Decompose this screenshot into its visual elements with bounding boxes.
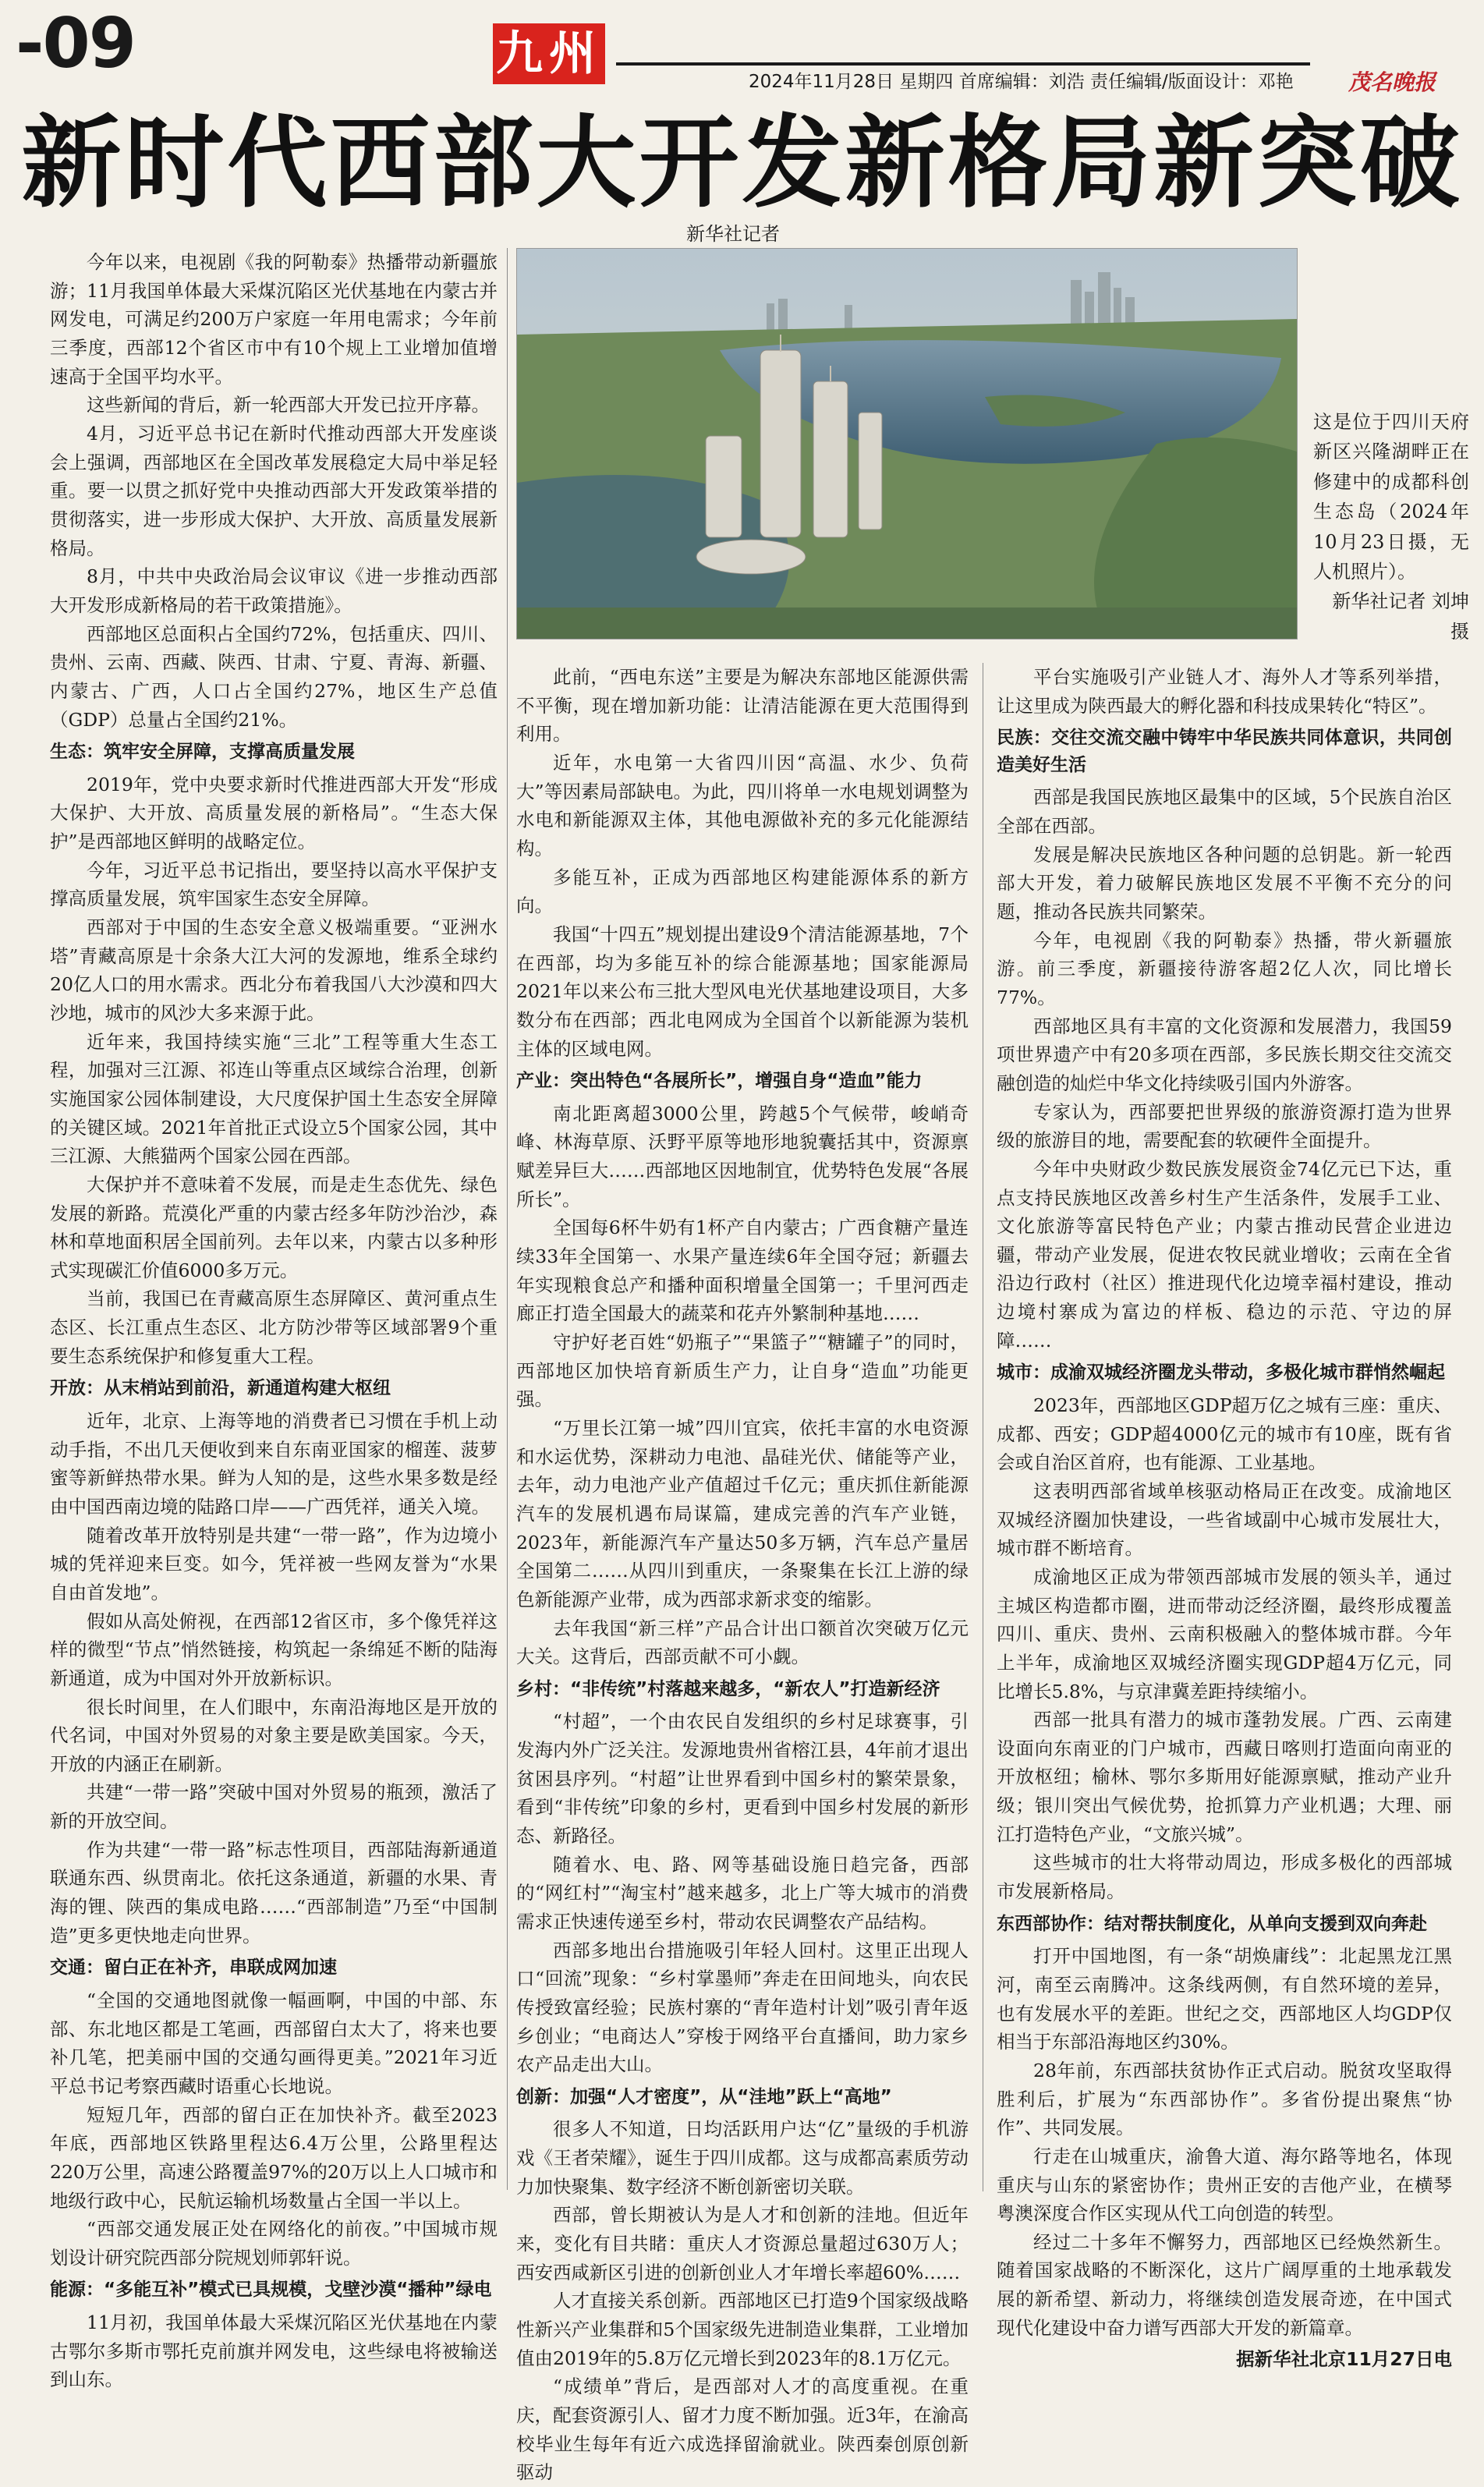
article-column-2 [516, 663, 969, 2484]
subheading: 乡村：“非传统”村落越来越多，“新农人”打造新经济 [516, 1678, 940, 1699]
paragraph: 近年来，我国持续实施“三北”工程等重大生态工程，加强对三江源、祁连山等重点区域综合治理，创新实施国家公园体制建设，大尺度保护国土生态安全屏障的关键区域。2021年首批正式设立5个国家公园，其中三江源、大熊猫两个国家公园在西部。 [50, 1030, 498, 1167]
subheading: 城市：成渝双城经济圈龙头带动，多极化城市群悄然崛起 [997, 1362, 1445, 1383]
paragraph: “村超”，一个由农民自发组织的乡村足球赛事，引发海内外广泛关注。发源地贵州省榕江县，4年前才退出贫困县序列。“村超”让世界看到中国乡村的繁荣景象，看到“非传统”印象的乡村，更看到中国乡村发展的新形态、新路径。 [516, 1710, 969, 1847]
paragraph: 西部，曾长期被认为是人才和创新的洼地。但近年来，变化有目共睹：重庆人才资源总量超过630万人；西安西咸新区引进的创新创业人才年增长率超60%…… [516, 2204, 969, 2283]
article-column-3 [997, 663, 1452, 2371]
paragraph: 近年，北京、上海等地的消费者已习惯在手机上动动手指，不出几天便收到来自东南亚国家的榴莲、菠萝蜜等新鲜热带水果。鲜为人知的是，这些水果多数是经由中国西南边境的陆路口岸——广西凭祥，通关入境。 [50, 1409, 498, 1518]
paragraph: 28年前，东西部扶贫协作正式启动。脱贫攻坚取得胜利后，扩展为“东西部协作”。多省份提出聚焦“协作”、共同发展。 [997, 2059, 1452, 2139]
paragraph: 随着改革开放特别是共建“一带一路”，作为边境小城的凭祥迎来巨变。如今，凭祥被一些网友誉为“水果自由首发地”。 [50, 1524, 498, 1603]
column-divider [507, 248, 508, 2190]
paragraph: 西部多地出台措施吸引年轻人回村。这里正出现人口“回流”现象：“乡村掌墨师”奔走在田间地头，向农民传授致富经验；民族村寨的“青年造村计划”吸引青年返乡创业；“电商达人”穿梭于网络平台直播间，助力家乡农产品走出大山。 [516, 1939, 969, 2076]
paragraph: “成绩单”背后，是西部对人才的高度重视。在重庆，配套资源引人、留才力度不断加强。近3年，在渝高校毕业生每年有近六成选择留渝就业。陕西秦创原创新驱动 [516, 2375, 969, 2484]
paragraph: 西部对于中国的生态安全意义极端重要。“亚洲水塔”青藏高原是十余条大江大河的发源地，维系全球约20亿人口的用水需求。西北分布着我国八大沙漠和四大沙地，城市的风沙大多来源于此。 [50, 916, 498, 1024]
paragraph: 短短几年，西部的留白正在加快补齐。截至2023年底，西部地区铁路里程达6.4万公里，公路里程达220万公里，高速公路覆盖97%的20万以上人口城市和地级行政中心，民航运输机场数量占全国一半以上。 [50, 2103, 498, 2212]
subheading: 生态：筑牢安全屏障，支撑高质量发展 [50, 742, 355, 763]
paragraph: 8月，中共中央政治局会议审议《进一步推动西部大开发形成新格局的若干政策措施》。 [50, 565, 498, 616]
paragraph: 平台实施吸引产业链人才、海外人才等系列举措，让这里成为陕西最大的孵化器和科技成果转化“特区”。 [997, 666, 1452, 717]
paragraph: 行走在山城重庆，渝鲁大道、海尔路等地名，体现重庆与山东的紧密协作；贵州正安的吉他产业，在横琴粤澳深度合作区实现从代工向创造的转型。 [997, 2145, 1452, 2225]
paragraph: 今年，电视剧《我的阿勒泰》热播，带火新疆旅游。前三季度，新疆接待游客超2亿人次，同比增长77%。 [997, 929, 1452, 1008]
paragraph: 人才直接关系创新。西部地区已打造9个国家级战略性新兴产业集群和5个国家级先进制造业集群，工业增加值由2019年的5.8万亿元增长到2023年的8.1万亿元。 [516, 2290, 969, 2369]
paragraph: 今年以来，电视剧《我的阿勒泰》热播带动新疆旅游；11月我国单体最大采煤沉陷区光伏基地在内蒙古并网发电，可满足约200万户家庭一年用电需求；今年前三季度，西部12个省区市中有10个规上工业增加值增速高于全国平均水平。 [50, 251, 498, 388]
paragraph: 共建“一带一路”突破中国对外贸易的瓶颈，激活了新的开放空间。 [50, 1781, 498, 1833]
paragraph: 当前，我国已在青藏高原生态屏障区、黄河重点生态区、长江重点生态区、北方防沙带等区域部署9个重要生态系统保护和修复重大工程。 [50, 1288, 498, 1367]
paragraph: 假如从高处俯视，在西部12省区市，多个像凭祥这样的微型“节点”悄然链接，构筑起一条绵延不断的陆海新通道，成为中国对外开放新标识。 [50, 1610, 498, 1689]
photo-caption [1313, 407, 1469, 647]
caption-text: 这是位于四川天府新区兴隆湖畔正在修建中的成都科创生态岛（2024年10月23日摄，无人机照片）。 [1313, 411, 1469, 583]
headline: 新时代西部大开发新格局新突破 [21, 105, 1463, 221]
paragraph: 大保护并不意味着不发展，而是走生态优先、绿色发展的新路。荒漠化严重的内蒙古经多年防沙治沙，森林和草地面积居全国前列。去年以来，内蒙古以多种形式实现碳汇价值6000多万元。 [50, 1173, 498, 1281]
paragraph: 西部地区总面积占全国约72%，包括重庆、四川、贵州、云南、西藏、陕西、甘肃、宁夏、青海、新疆、内蒙古、广西，人口占全国约27%，地区生产总值（GDP）总量占全国约21%。 [50, 622, 498, 731]
paragraph: 打开中国地图，有一条“胡焕庸线”：北起黑龙江黑河，南至云南腾冲。这条线两侧，有自然环境的差异，也有发展水平的差距。世纪之交，西部地区人均GDP仅相当于东部沿海地区约30%。 [997, 1945, 1452, 2053]
news-photo [516, 248, 1298, 639]
dateline-sign: 据新华社北京11月27日电 [1236, 2348, 1452, 2371]
paragraph: 很多人不知道，日均活跃用户达“亿”量级的手机游戏《王者荣耀》，诞生于四川成都。这与成都高素质劳动力加快聚集、数字经济不断创新密切关联。 [516, 2118, 969, 2198]
date-line: 2024年11月28日 星期四 首席编辑：刘浩 责任编辑/版面设计：邓艳 [749, 72, 1294, 92]
paragraph: 近年，水电第一大省四川因“高温、水少、负荷大”等因素局部缺电。为此，四川将单一水电规划调整为水电和新能源双主体，其他电源做补充的多元化能源结构。 [516, 751, 969, 859]
paragraph: 2019年，党中央要求新时代推进西部大开发“形成大保护、大开放、高质量发展的新格局”。“生态大保护”是西部地区鲜明的战略定位。 [50, 773, 498, 852]
aerial-city-lake-image [517, 249, 1297, 639]
paragraph: 4月，习近平总书记在新时代推动西部大开发座谈会上强调，西部地区在全国改革发展稳定大局中举足轻重。要一以贯之抓好党中央推动西部大开发政策举措的贯彻落实，进一步形成大保护、大开放、高质量发展新格局。 [50, 422, 498, 559]
paragraph: 这些新闻的背后，新一轮西部大开发已拉开序幕。 [87, 394, 490, 416]
paragraph: 很长时间里，在人们眼中，东南沿海地区是开放的代名词，中国对外贸易的对象主要是欧美国家。今天，开放的内涵正在刷新。 [50, 1695, 498, 1775]
paragraph: 今年，习近平总书记指出，要坚持以高水平保护支撑高质量发展，筑牢国家生态安全屏障。 [50, 859, 498, 910]
subheading: 创新：加强“人才密度”，从“洼地”跃上“高地” [516, 2086, 892, 2107]
paragraph: 11月初，我国单体最大采煤沉陷区光伏基地在内蒙古鄂尔多斯市鄂托克前旗并网发电，这些绿电将被输送到山东。 [50, 2311, 498, 2391]
paragraph: 这些城市的壮大将带动周边，形成多极化的西部城市发展新格局。 [997, 1851, 1452, 1903]
paragraph: 我国“十四五”规划提出建设9个清洁能源基地，7个在西部，均为多能互补的综合能源基地；国家能源局2021年以来公布三批大型风电光伏基地建设项目，大多数分布在西部；西北电网成为全国首个以新能源为装机主体的区域电网。 [516, 923, 969, 1060]
subheading: 开放：从末梢站到前沿，新通道构建大枢纽 [50, 1378, 391, 1399]
paragraph: 守护好老百姓“奶瓶子”“果篮子”“糖罐子”的同时，西部地区加快培育新质生产力，让自身“造血”功能更强。 [516, 1330, 969, 1411]
paragraph: 专家认为，西部要把世界级的旅游资源打造为世界级的旅游目的地，需要配套的软硬件全面提升。 [997, 1100, 1452, 1152]
paragraph: 西部是我国民族地区最集中的区域，5个民族自治区全部在西部。 [997, 786, 1452, 837]
subheading: 东西部协作：结对帮扶制度化，从单向支援到双向奔赴 [997, 1913, 1427, 1934]
paragraph: 去年我国“新三样”产品合计出口额首次突破万亿元大关。这背后，西部贡献不可小觑。 [516, 1617, 969, 1668]
subheading: 交通：留白正在补齐，串联成网加速 [50, 1957, 337, 1979]
paragraph: 成渝地区正成为带领西部城市发展的领头羊，通过主城区构造都市圈，进而带动泛经济圈，最终形成覆盖四川、重庆、贵州、云南积极融入的整体城市群。今年上半年，成渝地区双城经济圈实现GDP超4万亿元，同比增长5.8%，与京津冀差距持续缩小。 [997, 1565, 1452, 1702]
page-number: -09 [16, 3, 135, 83]
article-column-1 [50, 248, 498, 2391]
paragraph: 全国每6杯牛奶有1杯产自内蒙古；广西食糖产量连续33年全国第一、水果产量连续6年全国夺冠；新疆去年实现粮食总产和播种面积增量全国第一；千里河西走廊正打造全国最大的蔬菜和花卉外繁制种基地…… [516, 1217, 969, 1325]
byline: 新华社记者 [686, 223, 780, 245]
paragraph: “全国的交通地图就像一幅画啊，中国的中部、东部、东北地区都是工笔画，西部留白太大了，将来也要补几笔，把美丽中国的交通勾画得更美。”2021年习近平总书记考察西藏时语重心长地说。 [50, 1989, 498, 2097]
paragraph: 今年中央财政少数民族发展资金74亿元已下达，重点支持民族地区改善乡村生产生活条件，发展手工业、文化旅游等富民特色产业；内蒙古推动民营企业进边疆，带动产业发展，促进农牧民就业增收；云南在全省沿边行政村（社区）推进现代化边境幸福村建设，推动边境村寨成为富边的样板、稳边的示范、守边的屏障…… [997, 1157, 1452, 1352]
newspaper-logo: 茂名晚报 [1348, 69, 1436, 95]
paragraph: 南北距离超3000公里，跨越5个气候带，峻峭奇峰、林海草原、沃野平原等地形地貌囊括其中，资源禀赋差异巨大……西部地区因地制宜，优势特色发展“各展所长”。 [516, 1102, 969, 1210]
paragraph: 此前，“西电东送”主要是为解决东部地区能源供需不平衡，现在增加新功能：让清洁能源在更大范围得到利用。 [516, 666, 969, 746]
paragraph: 作为共建“一带一路”标志性项目，西部陆海新通道联通东西、纵贯南北。依托这条通道，新疆的水果、青海的锂、陕西的集成电路……“西部制造”乃至“中国制造”更多更快地走向世界。 [50, 1838, 498, 1947]
photo-credit: 新华社记者 刘坤 摄 [1332, 590, 1469, 643]
header-rule [616, 62, 1310, 66]
subheading: 民族：交往交流交融中铸牢中华民族共同体意识，共同创造美好生活 [997, 728, 1452, 775]
paragraph: 2023年，西部地区GDP超万亿之城有三座：重庆、成都、西安；GDP超4000亿元的城市有10座，既有省会或自治区首府，也有能源、工业基地。 [997, 1394, 1452, 1474]
paragraph: 随着水、电、路、网等基础设施日趋完备，西部的“网红村”“淘宝村”越来越多，北上广等大城市的消费需求正快速传递至乡村，带动农民调整农产品结构。 [516, 1853, 969, 1933]
paragraph: 西部一批具有潜力的城市蓬勃发展。广西、云南建设面向东南亚的门户城市，西藏日喀则打造面向南亚的开放枢纽；榆林、鄂尔多斯用好能源禀赋，推动产业升级；银川突出气候优势，抢抓算力产业机遇；大理、丽江打造特色产业，“文旅兴城”。 [997, 1709, 1452, 1845]
paragraph: 这表明西部省域单核驱动格局正在改变。成渝地区双城经济圈加快建设，一些省域副中心城市发展壮大，城市群不断培育。 [997, 1479, 1452, 1560]
subheading: 产业：突出特色“各展所长”，增强自身“造血”能力 [516, 1071, 923, 1092]
paragraph: “西部交通发展正处在网络化的前夜。”中国城市规划设计研究院西部分院规划师郭轩说。 [50, 2218, 498, 2269]
paragraph: 经过二十多年不懈努力，西部地区已经焕然新生。随着国家战略的不断深化，这片广阔厚重的土地承载发展的新希望、新动力，将继续创造发展奇迹，在中国式现代化建设中奋力谱写西部大开发的新篇章。 [997, 2230, 1452, 2339]
section-badge: 九州 [493, 23, 605, 84]
paragraph: 西部地区具有丰富的文化资源和发展潜力，我国59项世界遗产中有20多项在西部，多民族长期交往交流交融创造的灿烂中华文化持续吸引国内外游客。 [997, 1015, 1452, 1094]
paragraph: 多能互补，正成为西部地区构建能源体系的新方向。 [516, 866, 969, 917]
paragraph: “万里长江第一城”四川宜宾，依托丰富的水电资源和水运优势，深耕动力电池、晶硅光伏、储能等产业，去年，动力电池产业产值超过千亿元；重庆抓住新能源汽车的发展机遇布局谋篇，建成完善的汽车产业链，2023年，新能源汽车产量达50多万辆，汽车总产量居全国第二……从四川到重庆，一条聚集在长江上游的绿色新能源产业带，成为西部求新求变的缩影。 [516, 1416, 969, 1610]
subheading: 能源：“多能互补”模式已具规模，戈壁沙漠“播种”绿电 [50, 2280, 492, 2301]
paragraph: 发展是解决民族地区各种问题的总钥匙。新一轮西部大开发，着力破解民族地区发展不平衡不充分的问题，推动各民族共同繁荣。 [997, 843, 1452, 923]
